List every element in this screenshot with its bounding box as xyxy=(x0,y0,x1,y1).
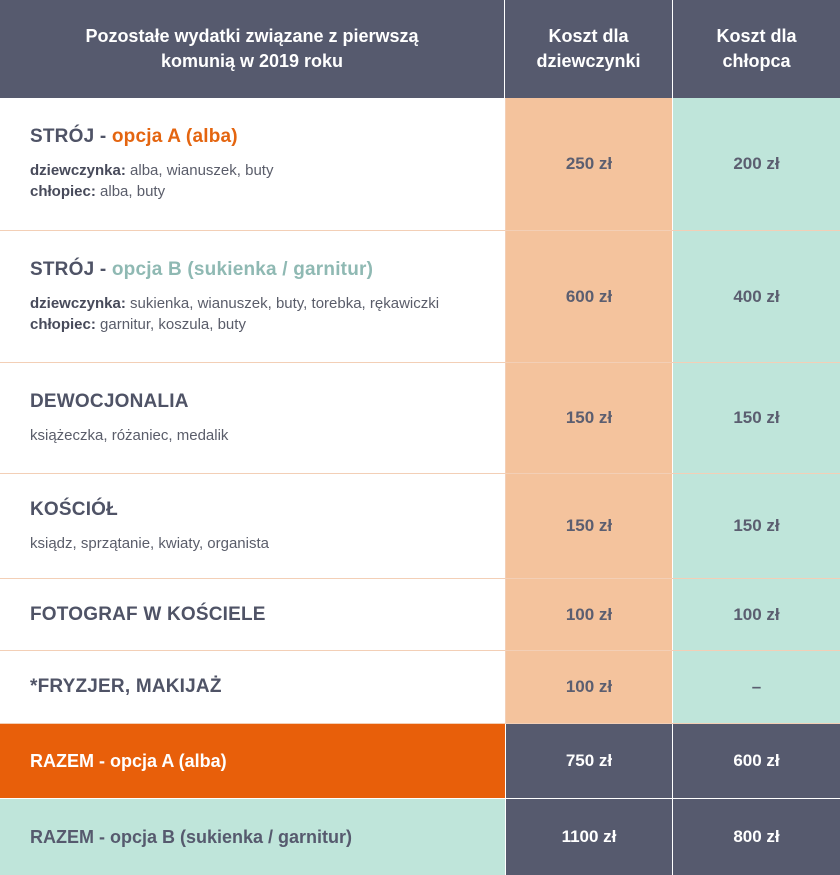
header-boy-line2: chłopca xyxy=(722,51,791,71)
row-description xyxy=(0,363,505,473)
header-expenses xyxy=(0,0,505,98)
boy-cost-cell xyxy=(673,231,840,362)
row-details: ksiądz, sprzątanie, kwiaty, organista xyxy=(30,534,269,552)
row-title xyxy=(30,259,373,281)
boy-items-text: garnitur, koszula, buty xyxy=(95,315,246,333)
girl-items-text: alba, wianuszek, buty xyxy=(125,162,274,179)
boy-cost: 400 zł xyxy=(733,286,780,306)
boy-label: chłopiec: xyxy=(30,183,96,200)
header-expenses-line2: komunią w 2019 roku xyxy=(160,51,344,71)
table-row xyxy=(0,231,840,363)
girl-cost-cell xyxy=(505,98,673,230)
total-boy-cost: 800 zł xyxy=(673,799,840,875)
boy-cost: 200 zł xyxy=(733,154,780,173)
header-girl-line1: Koszt dla xyxy=(548,26,629,46)
girl-items xyxy=(30,293,439,314)
total-row-option-b xyxy=(0,799,840,875)
boy-cost-cell xyxy=(673,651,840,723)
table-header xyxy=(0,0,840,98)
row-title: DEWOCJONALIA xyxy=(30,390,189,412)
girl-items-text: sukienka, wianuszek, buty, torebka, rękawiczki xyxy=(125,294,440,312)
boy-cost-cell xyxy=(673,363,840,473)
girl-cost: 250 zł xyxy=(565,154,613,173)
girl-cost: 100 zł xyxy=(565,604,613,624)
girl-label: dziewczynka: xyxy=(30,162,126,179)
table-row xyxy=(0,363,840,474)
table-row xyxy=(0,579,840,651)
boy-items xyxy=(30,181,273,202)
row-description xyxy=(0,651,505,723)
table-row xyxy=(0,98,840,231)
girl-cost-cell xyxy=(505,474,673,578)
total-row-option-a xyxy=(0,724,840,799)
row-title: FOTOGRAF W KOŚCIELE xyxy=(30,603,266,625)
total-girl-cost: 1100 zł xyxy=(505,799,673,875)
boy-cost: 150 zł xyxy=(733,516,780,535)
row-title-main: STRÓJ - xyxy=(30,126,112,147)
girl-cost: 150 zł xyxy=(565,408,613,427)
row-description xyxy=(0,579,505,650)
total-label: RAZEM - opcja B (sukienka / garnitur) xyxy=(0,799,505,875)
boy-cost: – xyxy=(751,677,762,696)
header-girl-line2: dziewczynki xyxy=(536,51,641,71)
girl-label: dziewczynka: xyxy=(30,294,126,312)
row-title: KOŚCIÓŁ xyxy=(30,498,118,520)
row-description xyxy=(0,231,505,362)
total-girl-cost: 750 zł xyxy=(505,724,673,798)
girl-cost: 100 zł xyxy=(565,677,613,696)
girl-cost-cell xyxy=(505,651,673,723)
boy-cost: 100 zł xyxy=(733,604,780,624)
row-title xyxy=(30,126,238,148)
row-details: książeczka, różaniec, medalik xyxy=(30,426,229,444)
boy-cost-cell xyxy=(673,98,840,230)
boy-items-text: alba, buty xyxy=(95,183,166,200)
header-girl-cost xyxy=(505,0,673,98)
header-boy-cost xyxy=(673,0,840,98)
boy-label: chłopiec: xyxy=(30,315,96,333)
girl-cost-cell xyxy=(505,579,673,650)
girl-cost: 600 zł xyxy=(565,286,613,306)
total-boy-cost: 600 zł xyxy=(673,724,840,798)
boy-items xyxy=(30,314,439,335)
row-title-option: opcja B (sukienka / garnitur) xyxy=(111,258,374,280)
girl-cost-cell xyxy=(505,231,673,362)
total-label: RAZEM - opcja A (alba) xyxy=(0,724,505,798)
girl-cost-cell xyxy=(505,363,673,473)
row-details xyxy=(30,160,273,202)
boy-cost: 150 zł xyxy=(733,408,780,427)
table-row xyxy=(0,474,840,579)
girl-items xyxy=(30,160,273,181)
girl-cost: 150 zł xyxy=(565,516,613,535)
row-description xyxy=(0,98,505,230)
row-title-main: STRÓJ - xyxy=(30,258,112,280)
table-row xyxy=(0,651,840,724)
boy-cost-cell xyxy=(673,579,840,650)
row-title: *FRYZJER, MAKIJAŻ xyxy=(30,676,222,697)
header-expenses-line1: Pozostałe wydatki związane z pierwszą xyxy=(85,26,419,46)
row-details xyxy=(30,293,439,335)
boy-cost-cell xyxy=(673,474,840,578)
row-title-option: opcja A (alba) xyxy=(111,126,238,147)
row-description xyxy=(0,474,505,578)
header-boy-line1: Koszt dla xyxy=(716,26,797,46)
